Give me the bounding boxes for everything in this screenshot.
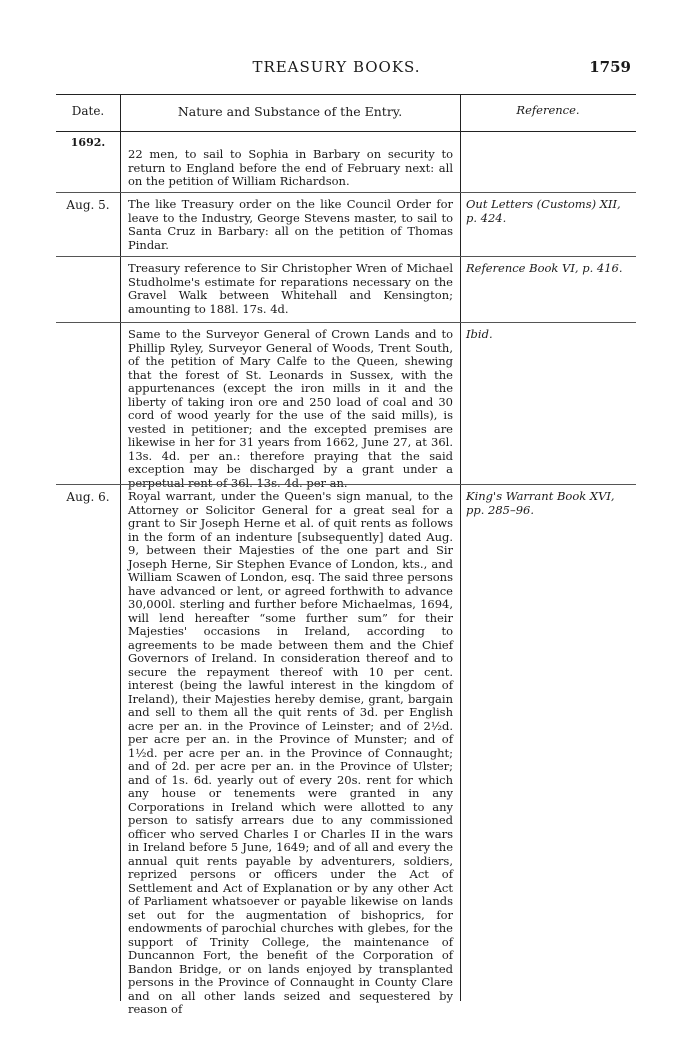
entry-text: Royal warrant, under the Queen's sign manual, to the Attorney or Solicitor General for a great seal for a grant to Sir Joseph Herne et al. of quit rents as follows in the form of an indenture [subsequently] dated Aug. 9, between their Majesties of the one part and Sir Joseph Herne, Sir Stephen Evance of London, kts., and William Scawen of London, esq. The said three persons have advanced or lent, or agreed forthwith to advance 30,000l. sterling and further before Michaelmas, 1694, will lend hereafter “some further sum” for their Majesties' occasions in Ireland, according to agreements to be made between them and the Chief Governors of Ireland. In consideration thereof and to secure the repayment thereof with 10 per cent. interest (being the lawful interest in the kingdom of Ireland), their Majesties hereby demise, grant, bargain and sell to them all the quit rents of 3d. per English acre per an. in the Province of Leinster; and of 2½d. per acre per an. in the Province of Munster; and of 1½d. per acre per an. in the Province of Connaught; and of 2d. per acre per an. in the Province of Ulster; and of 1s. 6d. yearly out of every 20s. rent for which any house or tenements were granted in any Corporations in Ireland which were allotted to any person to satisfy arrears due to any commissioned officer who served Charles I or Charles II in the wars in Ireland before 5 June, 1649; and of all and every the annual quit rents payable by adventurers, soldiers, reprized persons or officers under the Act of Settlement and Act of Explanation or by any other Act of Parliament whatsoever or payable likewise on lands set out for the augmentation of bishoprics, for endowments of parochial churches with glebes, for the support of Trinity College, the maintenance of Duncannon Fort, the benefit of the Corporation of Bandon Bridge, or on lands enjoyed by transplanted persons in the Province of Connaught in County Clare and on all other lands seized and sequestered by reason of — [128, 489, 453, 1016]
entry-text: The like Treasury order on the like Council Order for leave to the Industry, George Stevens master, to sail to Santa Cruz in Barbary: all on the petition of Thomas Pindar. — [128, 197, 453, 252]
entry-separator — [56, 192, 636, 193]
entry-reference: Ibid. — [466, 327, 493, 341]
entry-reference: King's Warrant Book XVI, pp. 285–96. — [466, 489, 615, 517]
entry-reference: Reference Book VI, p. 416. — [466, 261, 623, 275]
entry-separator — [56, 484, 636, 485]
entry-reference: Out Letters (Customs) XII, p. 424. — [466, 197, 621, 225]
page-title: TREASURY BOOKS. — [252, 58, 421, 76]
column-header-reference: Reference. — [516, 103, 580, 117]
entry-separator — [56, 256, 636, 257]
running-head — [0, 58, 673, 82]
page-number: 1759 — [589, 58, 631, 76]
column-divider-reference — [460, 94, 461, 1001]
column-header-date: Date. — [71, 104, 105, 118]
table-top-rule — [56, 94, 636, 95]
table-header-rule — [56, 131, 636, 132]
column-header-nature: Nature and Substance of the Entry. — [177, 104, 403, 119]
column-divider-date — [120, 94, 121, 1001]
entry-text: 22 men, to sail to Sophia in Barbary on security to return to England before the end of February next: all on the petition of William Richardson. — [128, 147, 453, 188]
entry-text: Same to the Surveyor General of Crown Lands and to Phillip Ryley, Surveyor General of Woods, Trent South, of the petition of Mary Calfe to the Queen, shewing that the forest of St. Leonards in Sussex, with the appurtenances (except the iron mills in it and the liberty of taking iron ore and 250 load of coal and 30 cord of wood yearly for the use of the said mills), is vested in petitioner; and the excepted premises are likewise in her for 31 years from 1662, June 27, at 36l. 13s. 4d. per an.: therefore praying that the said exception may be discharged by a grant under a perpetual rent of 36l. 13s. 4d. per an. — [128, 327, 453, 490]
year-label: 1692. — [70, 136, 106, 149]
entry-date: Aug. 6. — [66, 490, 110, 504]
entry-date: Aug. 5. — [66, 198, 110, 212]
entry-text: Treasury reference to Sir Christopher Wren of Michael Studholme's estimate for reparations necessary on the Gravel Walk between Whitehall and Kensington; amounting to 188l. 17s. 4d. — [128, 261, 453, 316]
entry-separator — [56, 322, 636, 323]
